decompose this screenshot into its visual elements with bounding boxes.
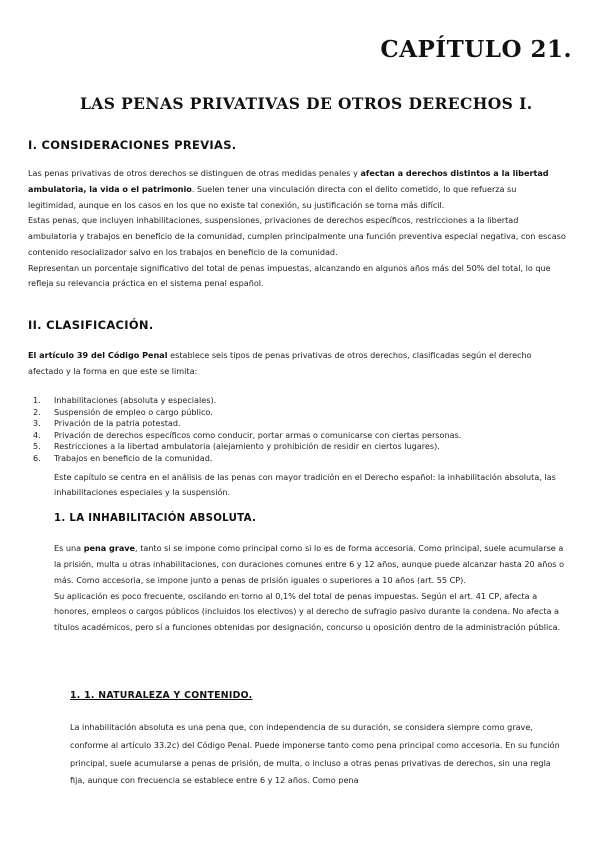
penas-list bbox=[28, 395, 568, 464]
paragraph bbox=[28, 348, 566, 380]
section-heading-clasificacion: II. CLASIFICACIÓN. bbox=[28, 318, 154, 332]
list-item-text: Inhabilitaciones (absoluta y especiales). bbox=[54, 395, 217, 405]
paragraph-text: . Suelen tener una vinculación directa con el delito cometido, lo que refuerza su legitimidad, aunque en los casos en los que no existe tal conexión, su justificación se torna más difícil. bbox=[28, 183, 517, 210]
list-item bbox=[28, 395, 568, 407]
paragraph bbox=[54, 541, 566, 589]
paragraph: Estas penas, que incluyen inhabilitaciones, suspensiones, privaciones de derechos específicos, restricciones a la libertad ambulatoria y trabajos en beneficio de la comunidad, cumplen principalmente una función preventiva especial negativa, con escaso contenido resocializador salvo en los trabajos en beneficio de la comunidad. bbox=[28, 215, 566, 257]
list-item-text: Trabajos en beneficio de la comunidad. bbox=[54, 452, 213, 463]
paragraph-text: Es una bbox=[54, 543, 84, 553]
list-item bbox=[28, 407, 568, 419]
paragraph: La inhabilitación absoluta es una pena que, con independencia de su duración, se considera siempre como grave, conforme al artículo 33.2c) del Código Penal. Puede imponerse tanto como pena principal como accesoria. En su función principal, suele acumularse a penas de prisión, de multa, o incluso a otras penas privativas de derechos, sin una regla fija, aunque con frecuencia se establece entre 6 y 12 años. Como pena bbox=[70, 722, 560, 786]
paragraph-text: establece seis tipos de penas privativas de otros derechos, clasificadas según el derecho afectado y la forma en que este se limita: bbox=[28, 350, 532, 376]
list-item bbox=[28, 453, 568, 465]
paragraph: Su aplicación es poco frecuente, oscilando en torno al 0,1% del total de penas impuestas. Según el art. 41 CP, afecta a honores, empleos o cargos públicos (incluidos los electivos) y al derecho de sufragio pasivo durante la condena. No afecta a títulos académicos, pero sí a funciones obtenidas por designación, concurso u oposición dentro de la administración pública. bbox=[54, 590, 561, 633]
bold-phrase: El artículo 39 del Código Penal bbox=[28, 350, 168, 360]
list-item-number: 6. bbox=[33, 452, 41, 463]
list-item-number: 4. bbox=[33, 429, 41, 440]
paragraph: Representan un porcentaje significativo del total de penas impuestas, alcanzando en algunos años más del 50% del total, lo que refleja su relevancia práctica en el sistema penal español. bbox=[28, 262, 551, 289]
list-item bbox=[28, 418, 568, 430]
bold-phrase: pena grave bbox=[83, 543, 136, 553]
chapter-title: LAS PENAS PRIVATIVAS DE OTROS DERECHOS I. bbox=[80, 94, 533, 113]
list-item-text: Suspensión de empleo o cargo público. bbox=[54, 406, 213, 417]
subsection-heading-inhabilitacion: 1. LA INHABILITACIÓN ABSOLUTA. bbox=[54, 513, 257, 524]
list-item bbox=[28, 430, 568, 442]
paragraph-text: Las penas privativas de otros derechos se distinguen de otras medidas penales y bbox=[28, 168, 361, 178]
section-consideraciones-body bbox=[28, 166, 566, 292]
list-item bbox=[28, 441, 568, 453]
subsubsection-heading-naturaleza: 1. 1. NATURALEZA Y CONTENIDO. bbox=[70, 690, 253, 701]
clasificacion-note: Este capítulo se centra en el análisis de las penas con mayor tradición en el Derecho español: la inhabilitación absoluta, las inhabilitaciones especiales y la suspensión. bbox=[54, 472, 556, 497]
list-item-number: 3. bbox=[33, 418, 41, 428]
section-heading-consideraciones: I. CONSIDERACIONES PREVIAS. bbox=[28, 138, 237, 152]
inhabilitacion-body bbox=[54, 541, 566, 636]
list-item-text: Restricciones a la libertad ambulatoria (alejamiento y prohibición de residir en ciertos lugares). bbox=[54, 441, 440, 451]
chapter-heading: CAPÍTULO 21. bbox=[380, 36, 572, 63]
naturaleza-body bbox=[70, 719, 566, 790]
list-item-number: 2. bbox=[33, 406, 41, 417]
list-item-text: Privación de derechos específicos como conducir, portar armas o comunicarse con ciertas personas. bbox=[54, 429, 462, 440]
list-item-number: 1. bbox=[33, 395, 41, 405]
paragraph-text: , tanto si se impone como principal como si lo es de forma accesoria. Como principal, suele acumularse a la prisión, multa u otras inhabilitaciones, con duraciones comunes entre 6 y 12 años, aunque puede alcanzar hasta 20 años o más. Como accesoria, se impone junto a penas de prisión iguales o superiores a 10 años (art. 55 CP). bbox=[54, 543, 565, 585]
clasificacion-intro bbox=[28, 348, 566, 380]
list-item-number: 5. bbox=[33, 441, 41, 451]
bold-phrase: afectan a derechos distintos a la libertad ambulatoria, la vida o el patrimonio bbox=[28, 168, 549, 194]
paragraph bbox=[28, 166, 566, 213]
list-item-text: Privación de la patria potestad. bbox=[54, 418, 181, 428]
